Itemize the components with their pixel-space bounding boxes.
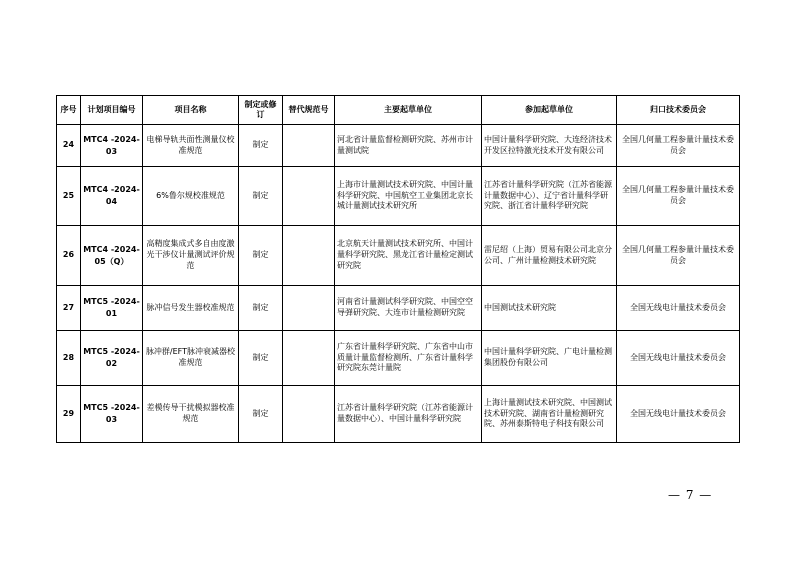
table-row [57, 386, 740, 443]
row-participants: 上海计量测试技术研究院、中国测试技术研究院、湖南省计量检测研究院、苏州泰斯特电子科技有限公司 [482, 386, 617, 443]
row-replace [283, 331, 335, 386]
project-table [56, 95, 740, 443]
row-participants: 雷尼绍（上海）贸易有限公司北京分公司、广州计量检测技术研究院 [482, 226, 617, 286]
header-plan-code: 计划项目编号 [81, 96, 143, 125]
row-committee: 全国无线电计量技术委员会 [617, 386, 740, 443]
row-seq: 26 [57, 226, 81, 286]
row-main-units: 广东省计量科学研究院、广东省中山市质量计量监督检测所、广东省计量科学研究院东莞计量院 [335, 331, 482, 386]
row-main-units: 河南省计量测试科学研究院、中国空空导弹研究院、大连市计量检测研究院 [335, 286, 482, 331]
row-project-name: 脉冲信号发生器校准规范 [143, 286, 239, 331]
row-type: 制定 [239, 167, 283, 226]
header-seq: 序号 [57, 96, 81, 125]
table-row [57, 125, 740, 167]
row-seq: 24 [57, 125, 81, 167]
row-project-name: 高精度集成式多自由度激光干涉仪计量测试评价规范 [143, 226, 239, 286]
header-main-units: 主要起草单位 [335, 96, 482, 125]
row-participants: 江苏省计量科学研究院（江苏省能源计量数据中心）、辽宁省计量科学研究院、浙江省计量科学研究院 [482, 167, 617, 226]
row-replace [283, 386, 335, 443]
row-main-units: 江苏省计量科学研究院（江苏省能源计量数据中心）、中国计量科学研究院 [335, 386, 482, 443]
row-participants: 中国测试技术研究院 [482, 286, 617, 331]
row-replace [283, 167, 335, 226]
header-committee: 归口技术委员会 [617, 96, 740, 125]
row-participants: 中国计量科学研究院、广电计量检测集团股份有限公司 [482, 331, 617, 386]
row-project-name: 电梯导轨共面性测量仪校准规范 [143, 125, 239, 167]
row-plan-code: MTC5 -2024-01 [81, 286, 143, 331]
page-number: — 7 — [668, 488, 713, 502]
table-row [57, 286, 740, 331]
row-replace [283, 286, 335, 331]
row-plan-code: MTC4 -2024-03 [81, 125, 143, 167]
row-seq: 29 [57, 386, 81, 443]
row-type: 制定 [239, 286, 283, 331]
row-plan-code: MTC4 -2024-05（Q） [81, 226, 143, 286]
row-committee: 全国几何量工程参量计量技术委员会 [617, 167, 740, 226]
row-project-name: 差模传导干扰模拟器校准规范 [143, 386, 239, 443]
row-main-units: 上海市计量测试技术研究院、中国计量科学研究院、中国航空工业集团北京长城计量测试技术研究所 [335, 167, 482, 226]
row-plan-code: MTC5 -2024-03 [81, 386, 143, 443]
header-type: 制定或修订 [239, 96, 283, 125]
row-project-name: 脉冲群/EFT脉冲衰减器校准规范 [143, 331, 239, 386]
row-committee: 全国无线电计量技术委员会 [617, 286, 740, 331]
row-plan-code: MTC5 -2024-02 [81, 331, 143, 386]
row-plan-code: MTC4 -2024-04 [81, 167, 143, 226]
table-header-row [57, 96, 740, 125]
row-committee: 全国几何量工程参量计量技术委员会 [617, 125, 740, 167]
header-project-name: 项目名称 [143, 96, 239, 125]
table-row [57, 167, 740, 226]
row-project-name: 6%鲁尔规校准规范 [143, 167, 239, 226]
row-committee: 全国无线电计量技术委员会 [617, 331, 740, 386]
row-participants: 中国计量科学研究院、大连经济技术开发区拉特激光技术开发有限公司 [482, 125, 617, 167]
row-type: 制定 [239, 125, 283, 167]
row-seq: 25 [57, 167, 81, 226]
table-row [57, 226, 740, 286]
header-participants: 参加起草单位 [482, 96, 617, 125]
row-main-units: 北京航天计量测试技术研究所、中国计量科学研究院、黑龙江省计量检定测试研究院 [335, 226, 482, 286]
header-replace: 替代规范号 [283, 96, 335, 125]
row-main-units: 河北省计量监督检测研究院、苏州市计量测试院 [335, 125, 482, 167]
row-seq: 28 [57, 331, 81, 386]
row-replace [283, 125, 335, 167]
row-type: 制定 [239, 386, 283, 443]
row-committee: 全国几何量工程参量计量技术委员会 [617, 226, 740, 286]
row-seq: 27 [57, 286, 81, 331]
row-type: 制定 [239, 331, 283, 386]
row-replace [283, 226, 335, 286]
table-row [57, 331, 740, 386]
row-type: 制定 [239, 226, 283, 286]
